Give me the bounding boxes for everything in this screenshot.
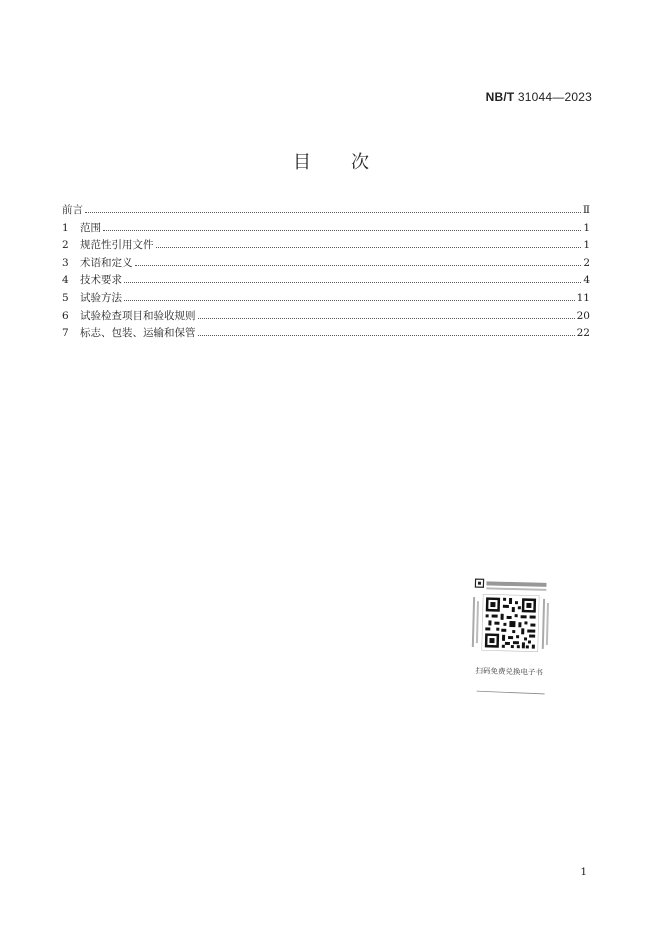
toc-entry-label: 前言 xyxy=(62,204,83,216)
toc-entry-page: 1 xyxy=(583,239,590,252)
qr-caption: 扫码免费兑换电子书 xyxy=(475,666,544,677)
toc-entry-number: 7 xyxy=(62,327,69,340)
toc-leader-dots xyxy=(198,310,575,319)
toc-entry-3[interactable] xyxy=(62,255,590,273)
toc-entry-4[interactable] xyxy=(62,272,590,290)
toc-entry-7[interactable] xyxy=(62,325,590,343)
table-of-contents xyxy=(62,202,590,343)
toc-leader-dots xyxy=(135,257,582,266)
toc-entry-label: 术语和定义 xyxy=(80,256,133,269)
toc-entry-page: 4 xyxy=(583,274,590,287)
stamp-underline xyxy=(467,677,551,699)
toc-title: 目次 xyxy=(293,152,409,173)
toc-entry-foreword[interactable] xyxy=(62,202,590,220)
toc-entry-label: 标志、包装、运输和保管 xyxy=(80,327,196,340)
toc-entry-page: Ⅱ xyxy=(582,204,590,216)
toc-leader-dots xyxy=(156,239,582,248)
toc-entry-label: 试验方法 xyxy=(80,291,122,304)
qr-code-icon xyxy=(467,577,553,667)
toc-entry-label: 试验检查项目和验收规则 xyxy=(80,309,196,322)
toc-entry-number: 1 xyxy=(62,221,69,234)
toc-entry-page: 20 xyxy=(576,309,590,322)
toc-entry-number: 6 xyxy=(62,309,69,322)
toc-entry-label: 技术要求 xyxy=(80,274,122,287)
toc-entry-number: 3 xyxy=(62,256,69,269)
standard-number xyxy=(486,90,592,104)
page-number: 1 xyxy=(580,866,587,878)
toc-entry-page: 2 xyxy=(583,256,590,269)
toc-entry-1[interactable] xyxy=(62,220,590,238)
toc-entry-2[interactable] xyxy=(62,237,590,255)
toc-entry-page: 11 xyxy=(576,291,590,304)
toc-entry-number: 2 xyxy=(62,239,69,252)
toc-leader-dots xyxy=(85,204,581,213)
standard-code: 31044—2023 xyxy=(514,90,592,104)
toc-leader-dots xyxy=(198,327,575,336)
toc-leader-dots xyxy=(124,292,575,301)
publisher-qr-stamp[interactable] xyxy=(466,577,553,704)
toc-entry-page: 22 xyxy=(576,327,590,340)
toc-entry-6[interactable] xyxy=(62,308,590,326)
toc-leader-dots xyxy=(103,222,581,231)
toc-entry-label: 规范性引用文件 xyxy=(80,239,154,252)
toc-entry-page: 1 xyxy=(583,221,590,234)
toc-entry-5[interactable] xyxy=(62,290,590,308)
toc-entry-number: 5 xyxy=(62,291,69,304)
toc-leader-dots xyxy=(124,274,581,283)
toc-entry-label: 范围 xyxy=(80,221,101,234)
toc-entry-number: 4 xyxy=(62,274,69,287)
standard-prefix: NB/T xyxy=(485,90,515,104)
